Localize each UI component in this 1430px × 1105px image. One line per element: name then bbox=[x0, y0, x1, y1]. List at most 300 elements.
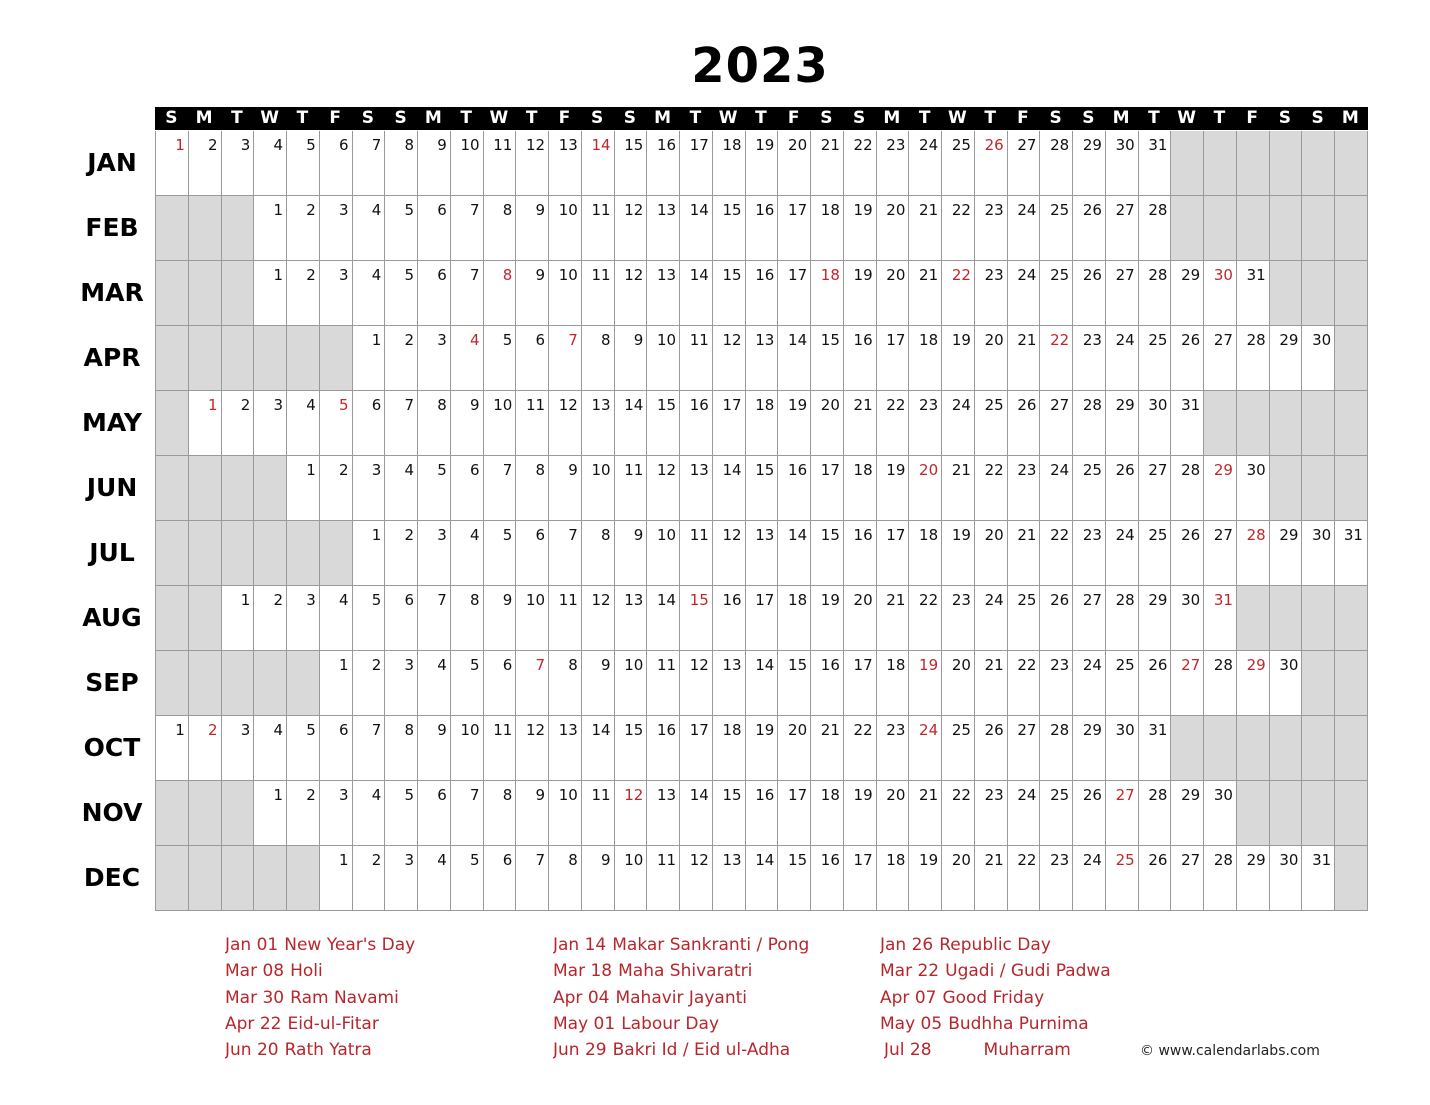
day-cell bbox=[614, 521, 648, 586]
day-number: 29 bbox=[1115, 396, 1135, 414]
day-cell bbox=[1203, 846, 1237, 911]
day-cell bbox=[1138, 521, 1172, 586]
holiday-item bbox=[225, 935, 535, 955]
day-cell bbox=[614, 716, 648, 781]
day-number: 11 bbox=[689, 526, 709, 544]
day-number: 18 bbox=[788, 591, 808, 609]
holiday-item bbox=[553, 1014, 810, 1034]
day-cell bbox=[548, 456, 582, 521]
day-number: 27 bbox=[1017, 136, 1037, 154]
day-cell bbox=[1138, 391, 1172, 456]
day-cell bbox=[1105, 781, 1139, 846]
weekday-header-cell: F bbox=[558, 108, 571, 128]
holiday-name: Republic Day bbox=[939, 935, 1051, 955]
day-number: 13 bbox=[722, 851, 742, 869]
day-cell bbox=[646, 586, 680, 651]
weekday-header-cell: M bbox=[424, 108, 442, 128]
day-cell bbox=[515, 326, 549, 391]
day-number: 24 bbox=[919, 136, 939, 154]
day-number: 9 bbox=[568, 461, 578, 479]
day-cell bbox=[974, 846, 1008, 911]
day-number: 28 bbox=[1050, 136, 1070, 154]
day-cell bbox=[352, 131, 386, 196]
day-cell bbox=[581, 651, 615, 716]
holiday-item bbox=[880, 961, 1140, 981]
month-row-aug bbox=[155, 586, 1367, 651]
day-number: 18 bbox=[919, 526, 939, 544]
day-number: 18 bbox=[820, 201, 840, 219]
day-number: 30 bbox=[1148, 396, 1168, 414]
day-cell bbox=[515, 391, 549, 456]
day-number: 6 bbox=[338, 136, 349, 154]
holiday-name: Holi bbox=[290, 961, 323, 982]
empty-day-cell bbox=[188, 846, 222, 911]
holiday-date: Jun 20 bbox=[225, 1040, 279, 1061]
day-cell bbox=[319, 846, 353, 911]
day-cell bbox=[712, 781, 746, 846]
day-cell bbox=[679, 196, 713, 261]
day-number: 27 bbox=[1148, 461, 1168, 479]
day-cell bbox=[515, 781, 549, 846]
day-number: 8 bbox=[470, 591, 480, 609]
day-cell bbox=[1236, 456, 1270, 521]
day-cell bbox=[188, 716, 222, 781]
day-number: 15 bbox=[788, 851, 808, 869]
month-row-dec bbox=[155, 846, 1367, 911]
day-number: 26 bbox=[1115, 461, 1135, 479]
day-number: 12 bbox=[525, 721, 546, 739]
day-cell bbox=[1138, 586, 1172, 651]
day-cell bbox=[941, 846, 975, 911]
day-cell bbox=[810, 131, 844, 196]
day-cell bbox=[1072, 586, 1106, 651]
day-cell bbox=[810, 326, 844, 391]
day-number: 14 bbox=[689, 786, 709, 804]
empty-day-cell bbox=[286, 326, 320, 391]
day-cell bbox=[745, 391, 779, 456]
empty-day-cell bbox=[319, 521, 353, 586]
day-number: 1 bbox=[240, 591, 251, 609]
empty-day-cell bbox=[188, 326, 222, 391]
day-number: 7 bbox=[568, 331, 578, 349]
month-label: APR bbox=[83, 342, 141, 372]
day-number: 3 bbox=[404, 851, 415, 869]
day-cell bbox=[646, 196, 680, 261]
calendar-year-title: 2023 bbox=[691, 38, 829, 94]
empty-day-cell bbox=[286, 521, 320, 586]
weekday-header-cell: S bbox=[361, 108, 374, 128]
day-number: 17 bbox=[886, 331, 906, 349]
day-number: 10 bbox=[525, 591, 546, 609]
day-cell bbox=[581, 261, 615, 326]
day-number: 14 bbox=[788, 526, 808, 544]
weekday-header-cell: T bbox=[689, 108, 702, 128]
day-cell bbox=[1072, 781, 1106, 846]
day-cell bbox=[974, 716, 1008, 781]
weekday-header-cell: M bbox=[1341, 108, 1359, 128]
day-cell bbox=[1039, 196, 1073, 261]
day-cell bbox=[876, 196, 910, 261]
holiday-date: Jan 01 bbox=[225, 935, 279, 955]
day-cell bbox=[450, 131, 484, 196]
weekday-header-cell: F bbox=[787, 108, 800, 128]
empty-day-cell bbox=[1269, 716, 1303, 781]
day-cell bbox=[1203, 521, 1237, 586]
day-cell bbox=[843, 781, 877, 846]
day-number: 25 bbox=[984, 396, 1004, 414]
day-cell bbox=[581, 846, 615, 911]
day-cell bbox=[253, 196, 287, 261]
month-label: OCT bbox=[83, 732, 141, 762]
holiday-item bbox=[880, 988, 1140, 1008]
day-cell bbox=[286, 261, 320, 326]
day-number: 18 bbox=[820, 266, 840, 284]
day-number: 10 bbox=[558, 786, 578, 804]
day-cell bbox=[614, 456, 648, 521]
month-label: FEB bbox=[85, 212, 139, 242]
day-cell bbox=[745, 196, 779, 261]
month-row-feb bbox=[155, 196, 1367, 261]
day-number: 16 bbox=[657, 721, 677, 739]
day-number: 9 bbox=[601, 851, 611, 869]
empty-day-cell bbox=[253, 651, 287, 716]
day-cell bbox=[221, 716, 255, 781]
day-number: 10 bbox=[657, 526, 677, 544]
day-cell bbox=[1170, 521, 1204, 586]
day-number: 5 bbox=[502, 526, 513, 544]
day-cell bbox=[876, 521, 910, 586]
empty-day-cell bbox=[1236, 131, 1270, 196]
day-cell bbox=[417, 456, 451, 521]
empty-day-cell bbox=[1236, 196, 1270, 261]
day-number: 9 bbox=[470, 396, 480, 414]
day-number: 22 bbox=[984, 461, 1004, 479]
day-cell bbox=[286, 586, 320, 651]
day-cell bbox=[712, 391, 746, 456]
day-cell bbox=[745, 456, 779, 521]
holiday-date: Mar 18 bbox=[553, 961, 613, 982]
empty-day-cell bbox=[1269, 196, 1303, 261]
day-number: 13 bbox=[755, 331, 775, 349]
day-cell bbox=[515, 846, 549, 911]
weekday-header-cell: T bbox=[296, 108, 309, 128]
day-number: 16 bbox=[820, 656, 840, 674]
day-cell bbox=[483, 846, 517, 911]
day-number: 29 bbox=[1279, 526, 1299, 544]
holiday-date: Apr 07 bbox=[880, 987, 937, 1008]
day-cell bbox=[614, 196, 648, 261]
day-number: 2 bbox=[338, 461, 349, 479]
empty-day-cell bbox=[1334, 586, 1368, 651]
day-cell bbox=[417, 651, 451, 716]
day-cell bbox=[1039, 586, 1073, 651]
weekday-header-cell: W bbox=[947, 108, 967, 128]
empty-day-cell bbox=[188, 651, 222, 716]
day-number: 16 bbox=[755, 266, 775, 284]
day-number: 19 bbox=[853, 266, 873, 284]
day-number: 3 bbox=[240, 721, 251, 739]
holiday-date: May 05 bbox=[880, 1013, 943, 1034]
copyright-footer: © www.calendarlabs.com bbox=[1140, 1043, 1320, 1059]
day-number: 3 bbox=[371, 461, 382, 479]
day-cell bbox=[974, 586, 1008, 651]
day-number: 3 bbox=[437, 331, 447, 349]
day-cell bbox=[352, 391, 386, 456]
empty-day-cell bbox=[1269, 781, 1303, 846]
weekday-header-cell: F bbox=[1246, 108, 1258, 128]
day-number: 7 bbox=[470, 786, 480, 804]
day-cell bbox=[1138, 716, 1172, 781]
day-number: 5 bbox=[437, 461, 447, 479]
day-number: 20 bbox=[886, 266, 906, 284]
day-number: 14 bbox=[689, 201, 709, 219]
day-number: 8 bbox=[437, 396, 447, 414]
day-cell bbox=[1269, 846, 1303, 911]
weekday-header-cell: M bbox=[1112, 108, 1130, 128]
day-cell bbox=[417, 846, 451, 911]
day-cell bbox=[417, 716, 451, 781]
day-number: 12 bbox=[689, 656, 709, 674]
day-cell bbox=[1170, 651, 1204, 716]
day-cell bbox=[1007, 131, 1041, 196]
day-cell bbox=[1007, 781, 1041, 846]
day-number: 22 bbox=[886, 396, 906, 414]
weekday-header-cell: F bbox=[1017, 108, 1029, 128]
empty-day-cell bbox=[1301, 781, 1335, 846]
day-cell bbox=[515, 716, 549, 781]
day-number: 18 bbox=[886, 656, 906, 674]
day-number: 29 bbox=[1279, 331, 1299, 349]
day-cell bbox=[941, 131, 975, 196]
day-cell bbox=[581, 716, 615, 781]
day-number: 17 bbox=[886, 526, 906, 544]
day-number: 25 bbox=[1017, 591, 1037, 609]
day-cell bbox=[450, 456, 484, 521]
weekday-header-cell: F bbox=[329, 108, 341, 128]
day-number: 20 bbox=[820, 396, 840, 414]
weekday-header-cell: S bbox=[1049, 108, 1062, 128]
day-cell bbox=[417, 781, 451, 846]
day-cell bbox=[548, 651, 582, 716]
day-cell bbox=[450, 586, 484, 651]
day-cell bbox=[1138, 261, 1172, 326]
month-label: SEP bbox=[85, 667, 139, 697]
day-cell bbox=[1007, 456, 1041, 521]
day-number: 1 bbox=[175, 721, 185, 739]
day-number: 18 bbox=[755, 396, 775, 414]
day-number: 24 bbox=[1082, 851, 1102, 869]
day-number: 30 bbox=[1115, 721, 1135, 739]
day-number: 2 bbox=[306, 786, 316, 804]
day-cell bbox=[679, 781, 713, 846]
day-number: 4 bbox=[273, 721, 284, 739]
day-cell bbox=[908, 261, 942, 326]
day-cell bbox=[1039, 326, 1073, 391]
day-number: 6 bbox=[338, 721, 349, 739]
day-number: 12 bbox=[689, 851, 709, 869]
day-number: 11 bbox=[657, 656, 677, 674]
day-cell bbox=[1072, 196, 1106, 261]
day-cell bbox=[810, 651, 844, 716]
day-cell bbox=[712, 261, 746, 326]
day-cell bbox=[417, 521, 451, 586]
empty-day-cell bbox=[1301, 716, 1335, 781]
day-cell bbox=[974, 391, 1008, 456]
weekday-header-cell: S bbox=[1311, 108, 1324, 128]
day-number: 17 bbox=[788, 786, 808, 804]
day-cell bbox=[384, 261, 418, 326]
day-number: 11 bbox=[591, 786, 611, 804]
day-number: 30 bbox=[1279, 851, 1299, 869]
day-cell bbox=[646, 651, 680, 716]
day-number: 4 bbox=[404, 461, 415, 479]
day-cell bbox=[1170, 586, 1204, 651]
day-number: 30 bbox=[1115, 136, 1135, 154]
day-cell bbox=[679, 391, 713, 456]
day-cell bbox=[777, 261, 811, 326]
day-number: 12 bbox=[722, 331, 742, 349]
day-number: 1 bbox=[338, 656, 349, 674]
day-number: 17 bbox=[820, 461, 840, 479]
day-number: 3 bbox=[404, 656, 415, 674]
day-number: 20 bbox=[886, 786, 906, 804]
day-number: 19 bbox=[788, 396, 808, 414]
day-number: 1 bbox=[338, 851, 349, 869]
empty-day-cell bbox=[1301, 261, 1335, 326]
day-number: 19 bbox=[853, 786, 873, 804]
day-cell bbox=[745, 326, 779, 391]
weekday-header-cell: T bbox=[460, 108, 472, 128]
day-number: 8 bbox=[502, 201, 513, 219]
day-number: 29 bbox=[1082, 136, 1102, 154]
day-cell bbox=[646, 326, 680, 391]
day-cell bbox=[1301, 326, 1335, 391]
weekday-header-cell: T bbox=[231, 108, 243, 128]
day-number: 14 bbox=[689, 266, 709, 284]
day-number: 11 bbox=[591, 201, 611, 219]
day-number: 23 bbox=[984, 201, 1004, 219]
day-number: 17 bbox=[788, 201, 808, 219]
day-cell bbox=[384, 196, 418, 261]
day-cell bbox=[1072, 521, 1106, 586]
day-number: 17 bbox=[755, 591, 775, 609]
day-number: 15 bbox=[755, 461, 775, 479]
day-cell bbox=[1203, 456, 1237, 521]
day-number: 30 bbox=[1312, 331, 1332, 349]
day-cell bbox=[745, 261, 779, 326]
month-row-oct bbox=[155, 716, 1367, 781]
day-cell bbox=[908, 651, 942, 716]
day-number: 6 bbox=[470, 461, 480, 479]
empty-day-cell bbox=[1203, 391, 1237, 456]
day-number: 23 bbox=[1050, 656, 1070, 674]
day-cell bbox=[810, 261, 844, 326]
day-cell bbox=[679, 846, 713, 911]
day-number: 17 bbox=[788, 266, 808, 284]
weekday-header-cell: W bbox=[260, 108, 279, 128]
calendar-grid bbox=[155, 131, 1367, 911]
day-number: 6 bbox=[437, 786, 447, 804]
day-cell bbox=[941, 326, 975, 391]
empty-day-cell bbox=[286, 846, 320, 911]
empty-day-cell bbox=[253, 326, 287, 391]
day-cell bbox=[188, 131, 222, 196]
day-cell bbox=[646, 131, 680, 196]
empty-day-cell bbox=[1203, 131, 1237, 196]
day-cell bbox=[876, 651, 910, 716]
day-number: 29 bbox=[1246, 656, 1266, 674]
day-cell bbox=[1203, 781, 1237, 846]
day-number: 6 bbox=[502, 851, 513, 869]
empty-day-cell bbox=[1334, 391, 1368, 456]
day-cell bbox=[745, 716, 779, 781]
day-cell bbox=[974, 456, 1008, 521]
holiday-item bbox=[225, 961, 535, 981]
empty-day-cell bbox=[1334, 716, 1368, 781]
day-cell bbox=[319, 196, 353, 261]
day-cell bbox=[745, 131, 779, 196]
day-number: 23 bbox=[951, 591, 971, 609]
day-number: 3 bbox=[338, 201, 349, 219]
day-number: 8 bbox=[502, 786, 513, 804]
day-cell bbox=[1072, 846, 1106, 911]
day-cell bbox=[1203, 261, 1237, 326]
day-number: 25 bbox=[1115, 851, 1135, 869]
day-cell bbox=[384, 131, 418, 196]
day-cell bbox=[712, 586, 746, 651]
day-number: 22 bbox=[1017, 656, 1037, 674]
empty-day-cell bbox=[1301, 131, 1335, 196]
empty-day-cell bbox=[1269, 261, 1303, 326]
day-number: 5 bbox=[306, 136, 316, 154]
day-cell bbox=[908, 391, 942, 456]
day-number: 3 bbox=[306, 591, 316, 609]
day-cell bbox=[843, 521, 877, 586]
weekday-header-cell: S bbox=[1278, 108, 1291, 128]
weekday-header-cell: S bbox=[165, 108, 178, 128]
weekday-header-cell: M bbox=[195, 108, 213, 128]
holiday-date: May 01 bbox=[553, 1013, 616, 1034]
day-cell bbox=[1072, 391, 1106, 456]
day-cell bbox=[614, 586, 648, 651]
day-cell bbox=[745, 651, 779, 716]
day-cell bbox=[777, 716, 811, 781]
day-number: 3 bbox=[240, 136, 251, 154]
day-number: 7 bbox=[470, 201, 480, 219]
day-number: 15 bbox=[624, 136, 644, 154]
holiday-name: Bakri Id / Eid ul-Adha bbox=[612, 1040, 791, 1061]
day-cell bbox=[614, 781, 648, 846]
day-cell bbox=[745, 846, 779, 911]
weekday-header-cell: S bbox=[623, 108, 636, 128]
day-cell bbox=[384, 456, 418, 521]
weekday-header-cell: T bbox=[755, 108, 767, 128]
day-cell bbox=[384, 716, 418, 781]
day-cell bbox=[908, 716, 942, 781]
day-number: 18 bbox=[820, 786, 840, 804]
day-number: 10 bbox=[624, 851, 644, 869]
day-cell bbox=[1138, 196, 1172, 261]
holiday-name: Ram Navami bbox=[290, 987, 399, 1008]
day-cell bbox=[548, 261, 582, 326]
day-cell bbox=[974, 131, 1008, 196]
day-cell bbox=[483, 326, 517, 391]
day-cell bbox=[876, 391, 910, 456]
day-number: 4 bbox=[306, 396, 316, 414]
day-cell bbox=[1007, 391, 1041, 456]
day-cell bbox=[1007, 651, 1041, 716]
day-number: 23 bbox=[919, 396, 939, 414]
